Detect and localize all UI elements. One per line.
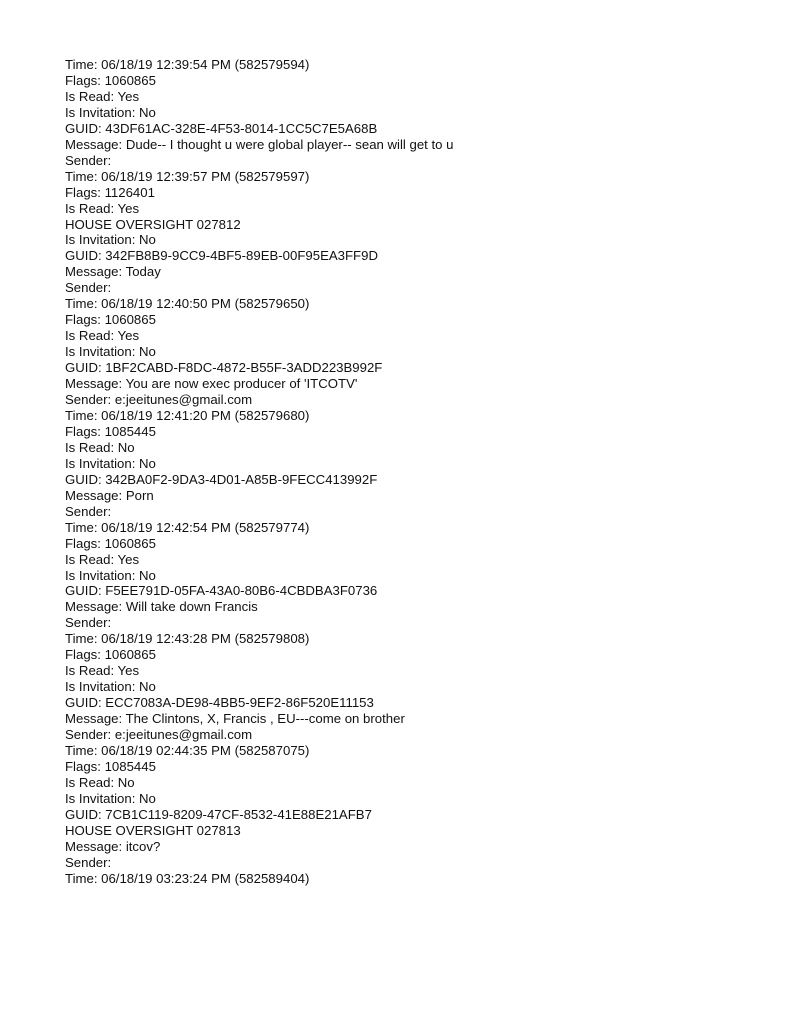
guid-line: GUID: ECC7083A-DE98-4BB5-9EF2-86F520E11153 bbox=[65, 695, 374, 711]
message-line: Message: Dude-- I thought u were global player-- sean will get to u bbox=[65, 136, 454, 152]
sender-line: Sender: e:jeeitunes@gmail.com bbox=[65, 392, 253, 408]
message-line: Message: itcov? bbox=[65, 838, 161, 854]
is-read-line: Is Read: Yes bbox=[65, 551, 140, 567]
sender-line: Sender: bbox=[65, 503, 112, 519]
time-line: Time: 06/18/19 12:40:50 PM (582579650) bbox=[65, 296, 310, 312]
message-line: Message: Will take down Francis bbox=[65, 599, 258, 615]
message-log bbox=[65, 57, 765, 887]
guid-line: GUID: F5EE791D-05FA-43A0-80B6-4CBDBA3F0736 bbox=[65, 583, 378, 599]
time-line: Time: 06/18/19 12:42:54 PM (582579774) bbox=[65, 519, 310, 535]
is-read-line: Is Read: Yes bbox=[65, 88, 140, 104]
is-invitation-line: Is Invitation: No bbox=[65, 104, 156, 120]
time-line: Time: 06/18/19 12:39:54 PM (582579594) bbox=[65, 57, 310, 72]
is-invitation-line: Is Invitation: No bbox=[65, 344, 156, 360]
time-line: Time: 06/18/19 12:43:28 PM (582579808) bbox=[65, 631, 310, 647]
is-read-line: Is Read: No bbox=[65, 439, 135, 455]
time-line: Time: 06/18/19 12:41:20 PM (582579680) bbox=[65, 407, 310, 423]
flags-line: Flags: 1126401 bbox=[65, 184, 155, 200]
message-line: Message: The Clintons, X, Francis , EU---come on brother bbox=[65, 711, 405, 727]
flags-line: Flags: 1085445 bbox=[65, 423, 156, 439]
sender-line: Sender: bbox=[65, 280, 112, 296]
message-line: Message: Porn bbox=[65, 487, 154, 503]
time-line: Time: 06/18/19 03:23:24 PM (582589404) bbox=[65, 870, 310, 886]
time-line: Time: 06/18/19 02:44:35 PM (582587075) bbox=[65, 742, 310, 758]
is-read-line: Is Read: Yes bbox=[65, 200, 140, 216]
is-invitation-line: Is Invitation: No bbox=[65, 679, 156, 695]
is-invitation-line: Is Invitation: No bbox=[65, 790, 156, 806]
message-line: Message: You are now exec producer of 'ITCOTV' bbox=[65, 376, 358, 392]
is-invitation-line: Is Invitation: No bbox=[65, 232, 156, 248]
flags-line: Flags: 1085445 bbox=[65, 758, 156, 774]
message-line: Message: Today bbox=[65, 264, 161, 280]
time-line: Time: 06/18/19 12:39:57 PM (582579597) bbox=[65, 168, 310, 184]
is-read-line: Is Read: Yes bbox=[65, 663, 140, 679]
bates-stamp: HOUSE OVERSIGHT 027813 bbox=[65, 822, 241, 838]
flags-line: Flags: 1060865 bbox=[65, 535, 156, 551]
guid-line: GUID: 7CB1C119-8209-47CF-8532-41E88E21AFB7 bbox=[65, 806, 372, 822]
flags-line: Flags: 1060865 bbox=[65, 72, 156, 88]
is-read-line: Is Read: No bbox=[65, 774, 135, 790]
sender-line: Sender: bbox=[65, 615, 112, 631]
flags-line: Flags: 1060865 bbox=[65, 647, 156, 663]
is-invitation-line: Is Invitation: No bbox=[65, 567, 156, 583]
guid-line: GUID: 43DF61AC-328E-4F53-8014-1CC5C7E5A68B bbox=[65, 120, 378, 136]
guid-line: GUID: 1BF2CABD-F8DC-4872-B55F-3ADD223B992F bbox=[65, 360, 383, 376]
flags-line: Flags: 1060865 bbox=[65, 312, 156, 328]
is-invitation-line: Is Invitation: No bbox=[65, 455, 156, 471]
sender-line: Sender: bbox=[65, 152, 112, 168]
guid-line: GUID: 342FB8B9-9CC9-4BF5-89EB-00F95EA3FF9D bbox=[65, 248, 378, 264]
sender-line: Sender: e:jeeitunes@gmail.com bbox=[65, 727, 253, 743]
bates-stamp: HOUSE OVERSIGHT 027812 bbox=[65, 216, 241, 232]
is-read-line: Is Read: Yes bbox=[65, 328, 140, 344]
sender-line: Sender: bbox=[65, 854, 112, 870]
guid-line: GUID: 342BA0F2-9DA3-4D01-A85B-9FECC413992F bbox=[65, 471, 378, 487]
